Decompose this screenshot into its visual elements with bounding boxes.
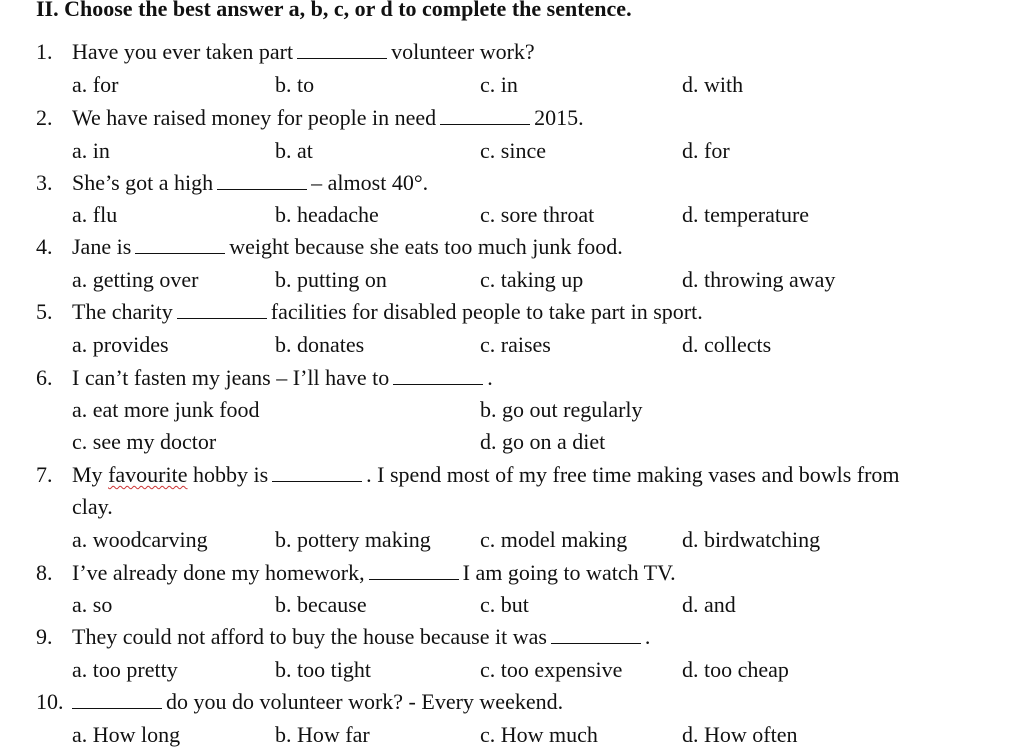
- option-d[interactable]: d. collects: [682, 332, 772, 357]
- option-a[interactable]: a. How long: [72, 722, 181, 747]
- option-d[interactable]: d. and: [682, 592, 736, 617]
- option-a[interactable]: a. eat more junk food: [72, 397, 260, 422]
- option-c[interactable]: c. raises: [480, 332, 551, 357]
- question-text-pre: My: [72, 462, 103, 487]
- question-number: 7.: [36, 462, 53, 487]
- question-6: [36, 362, 1024, 394]
- question-text-pre: Have you ever taken part: [72, 39, 294, 64]
- question-number: 9.: [36, 624, 53, 649]
- option-c[interactable]: c. How much: [480, 722, 598, 747]
- answer-blank[interactable]: [217, 171, 307, 190]
- question-text-post: do you do volunteer work? - Every weekend.: [166, 689, 564, 714]
- question-text-post: . I spend most of my free time making vases and bowls from: [366, 462, 900, 487]
- spellcheck-word: favourite: [108, 462, 188, 487]
- option-b[interactable]: b. putting on: [275, 267, 387, 292]
- answer-blank[interactable]: [551, 625, 641, 644]
- answer-blank[interactable]: [72, 690, 162, 709]
- option-a[interactable]: a. provides: [72, 332, 169, 357]
- option-c[interactable]: c. too expensive: [480, 657, 623, 682]
- question-text-pre: hobby is: [192, 462, 269, 487]
- option-c[interactable]: c. in: [480, 72, 518, 97]
- option-d[interactable]: d. with: [682, 72, 744, 97]
- section-title: II. Choose the best answer a, b, c, or d to complete the sentence.: [36, 0, 632, 21]
- question-text-pre: I can’t fasten my jeans – I’ll have to: [72, 365, 390, 390]
- option-d[interactable]: d. too cheap: [682, 657, 789, 682]
- option-c[interactable]: c. model making: [480, 527, 628, 552]
- option-c[interactable]: c. but: [480, 592, 529, 617]
- option-b[interactable]: b. because: [275, 592, 367, 617]
- option-a[interactable]: a. woodcarving: [72, 527, 208, 552]
- question-number: 3.: [36, 170, 53, 195]
- question-text-post: I am going to watch TV.: [462, 560, 676, 585]
- question-5: [36, 296, 1024, 328]
- question-number: 8.: [36, 560, 53, 585]
- question-text-post: .: [644, 624, 651, 649]
- question-text-post: .: [487, 365, 493, 390]
- question-text-post: 2015.: [534, 105, 584, 130]
- question-7: [36, 459, 1024, 491]
- option-c[interactable]: c. since: [480, 138, 546, 163]
- question-text-pre: I’ve already done my homework,: [72, 560, 365, 585]
- option-b[interactable]: b. to: [275, 72, 315, 97]
- option-b[interactable]: b. go out regularly: [480, 397, 643, 422]
- option-d[interactable]: d. go on a diet: [480, 429, 606, 454]
- answer-blank[interactable]: [297, 40, 387, 59]
- question-7-continuation: clay.: [72, 494, 113, 519]
- question-text-pre: She’s got a high: [72, 170, 214, 195]
- option-c[interactable]: c. taking up: [480, 267, 584, 292]
- answer-blank[interactable]: [393, 366, 483, 385]
- question-number: 5.: [36, 299, 53, 324]
- question-text-post: – almost 40°.: [311, 170, 429, 195]
- option-a[interactable]: a. so: [72, 592, 113, 617]
- option-b[interactable]: b. at: [275, 138, 313, 163]
- option-a[interactable]: a. getting over: [72, 267, 199, 292]
- option-b[interactable]: b. headache: [275, 202, 379, 227]
- option-a[interactable]: a. too pretty: [72, 657, 178, 682]
- question-3: [36, 167, 1024, 199]
- option-d[interactable]: d. How often: [682, 722, 798, 747]
- option-a[interactable]: a. for: [72, 72, 119, 97]
- option-b[interactable]: b. donates: [275, 332, 365, 357]
- question-text-pre: The charity: [72, 299, 173, 324]
- option-c[interactable]: c. sore throat: [480, 202, 595, 227]
- option-d[interactable]: d. temperature: [682, 202, 810, 227]
- question-text-pre: Jane is: [72, 234, 132, 259]
- question-text-post: volunteer work?: [391, 39, 535, 64]
- question-number: 6.: [36, 365, 53, 390]
- option-a[interactable]: a. in: [72, 138, 110, 163]
- option-a[interactable]: a. flu: [72, 202, 118, 227]
- question-4: [36, 231, 1024, 263]
- answer-blank[interactable]: [440, 106, 530, 125]
- question-2: [36, 102, 1024, 134]
- answer-blank[interactable]: [135, 235, 225, 254]
- answer-blank[interactable]: [369, 561, 459, 580]
- option-d[interactable]: d. for: [682, 138, 730, 163]
- option-d[interactable]: d. birdwatching: [682, 527, 821, 552]
- question-1: [36, 36, 1024, 68]
- option-c[interactable]: c. see my doctor: [72, 429, 217, 454]
- option-d[interactable]: d. throwing away: [682, 267, 836, 292]
- answer-blank[interactable]: [272, 463, 362, 482]
- question-text-pre: They could not afford to buy the house because it was: [72, 624, 547, 649]
- question-number: 10.: [36, 689, 64, 714]
- question-number: 2.: [36, 105, 53, 130]
- question-8: [36, 557, 1024, 589]
- option-b[interactable]: b. How far: [275, 722, 370, 747]
- question-text-post: facilities for disabled people to take part in sport.: [270, 299, 703, 324]
- answer-blank[interactable]: [177, 300, 267, 319]
- question-number: 1.: [36, 39, 53, 64]
- question-text-pre: We have raised money for people in need: [72, 105, 437, 130]
- question-text-post: weight because she eats too much junk food.: [229, 234, 623, 259]
- question-10: [36, 686, 1024, 718]
- question-9: [36, 621, 1024, 653]
- question-number: 4.: [36, 234, 53, 259]
- option-b[interactable]: b. pottery making: [275, 527, 431, 552]
- option-b[interactable]: b. too tight: [275, 657, 371, 682]
